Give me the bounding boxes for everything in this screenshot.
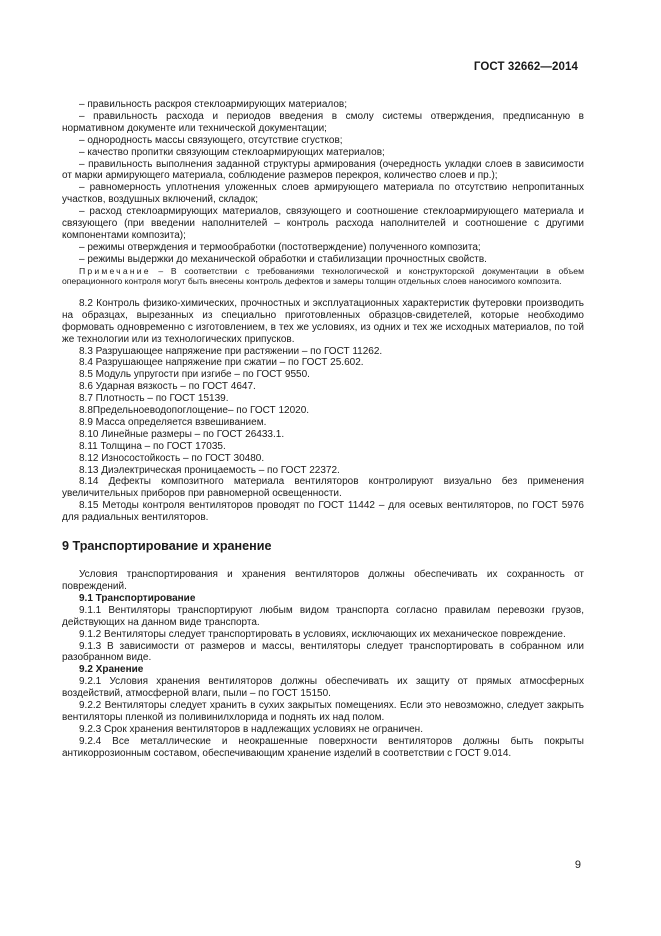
clause: 8.8Предельноеводопоглощение– по ГОСТ 12020.	[79, 405, 310, 417]
subsection-title: 9.1 Транспортирование	[79, 592, 196, 604]
list-item: – расход стеклоармирующих материалов, связующего и соотношение стеклоармирующего материала и связующего (при введении наполнителей – контроль расхода наполнителей и соотношение с другими компонентами композита);	[62, 206, 584, 241]
clause: 8.12 Износостойкость – по ГОСТ 30480.	[79, 452, 265, 464]
clause: 8.14 Дефекты композитного материала вентиляторов контролируют визуально без применения увеличительных приборов при равномерной освещенности.	[62, 476, 584, 500]
clause: 8.6 Ударная вязкость – по ГОСТ 4647.	[79, 381, 256, 393]
clause: 8.3 Разрушающее напряжение при растяжении – по ГОСТ 11262.	[79, 345, 383, 357]
list-item: – однородность массы связующего, отсутствие сгустков;	[79, 134, 343, 146]
clause: 8.2 Контроль физико-химических, прочностных и эксплуатационных характеристик футеровки производить на образцах, вырезанных из специально приготовленных образцов-свидетелей, которые необходимо формовать одновременно с изготовлением, в тех же условиях, из одних и тех же исходных материалов, по той же технологии или из технологических припусков.	[62, 297, 584, 345]
list-item: – режимы выдержки до механической обработки и стабилизации прочностных свойств.	[79, 253, 487, 265]
note-label: Примечание	[79, 265, 151, 276]
clause: 9.1.1 Вентиляторы транспортируют любым видом транспорта согласно правилам перевозки грузов, действующих на данном виде транспорта.	[62, 604, 584, 628]
clause: 8.9 Масса определяется взвешиванием.	[79, 416, 267, 428]
clause: 9.1.3 В зависимости от размеров и массы, вентиляторы следует транспортировать в собранном или разобранном виде.	[62, 640, 584, 664]
document-body	[62, 99, 584, 760]
clause: 9.2.1 Условия хранения вентиляторов должны обеспечивать их защиту от прямых атмосферных воздействий, атмосферной влаги, пыли – по ГОСТ 15150.	[62, 676, 584, 700]
clause: 9.1.2 Вентиляторы следует транспортировать в условиях, исключающих их механическое повреждение.	[79, 628, 566, 640]
clause: 9.2.3 Срок хранения вентиляторов в надлежащих условиях не ограничен.	[79, 723, 423, 735]
document-code: ГОСТ 32662—2014	[473, 61, 578, 73]
clause: 8.7 Плотность – по ГОСТ 15139.	[79, 393, 229, 405]
section-title: 9 Транспортирование и хранение	[62, 539, 272, 554]
clause: 8.10 Линейные размеры – по ГОСТ 26433.1.	[79, 428, 285, 440]
clause: 9.2.2 Вентиляторы следует хранить в сухих закрытых помещениях. Если это невозможно, следует закрыть вентиляторы пленкой из поливинилхлорида и поднять их над полом.	[62, 700, 584, 723]
list-item: – равномерность уплотнения уложенных слоев армирующего материала по отсутствию непропитанных участков, воздушных включений, складок;	[62, 182, 584, 206]
list-item: – правильность раскроя стеклоармирующих материалов;	[79, 99, 347, 110]
list-item: – правильность расхода и периодов введения в смолу системы отверждения, предписанную в нормативном документе или технической документации;	[62, 110, 584, 134]
list-item: – режимы отверждения и термообработки (постотверждение) полученного композита;	[79, 241, 481, 253]
clause: 8.5 Модуль упругости при изгибе – по ГОСТ 9550.	[79, 369, 310, 381]
subsection-title: 9.2 Хранение	[79, 664, 144, 676]
list-item: – правильность выполнения заданной структуры армирования (очередность укладки слоев в зависимости от марки армирующего материала, соблюдение размеров перекроя, количество слоев и пр.);	[62, 158, 584, 182]
section-intro: Условия транспортирования и хранения вентиляторов должны обеспечивать их сохранность от повреждений.	[62, 569, 584, 592]
clause: 8.4 Разрушающее напряжение при сжатии – по ГОСТ 25.602.	[79, 357, 364, 369]
clause: 8.13 Диэлектрическая проницаемость – по ГОСТ 22372.	[79, 464, 340, 476]
clause: 8.15 Методы контроля вентиляторов проводят по ГОСТ 11442 – для осевых вентиляторов, по ГОСТ 5976 для радиальных вентиляторов.	[62, 500, 584, 524]
list-item: – качество пропитки связующим стеклоармирующих материалов;	[79, 146, 385, 158]
clause: 9.2.4 Все металлические и неокрашенные поверхности вентиляторов должны быть покрыты антикоррозионным составом, обеспечивающим хранение изделий в соответствии с ГОСТ 9.014.	[62, 735, 584, 759]
clause: 8.11 Толщина – по ГОСТ 17035.	[79, 440, 226, 452]
note-paragraph	[62, 266, 584, 287]
page-number: 9	[574, 859, 581, 871]
note-text: – В соответствии с требованиями технологической и конструкторской документации в объем операционного контроля могут быть внесены контроль дефектов и замеры толщин отдельных слоев наносимого композита.	[62, 265, 584, 287]
